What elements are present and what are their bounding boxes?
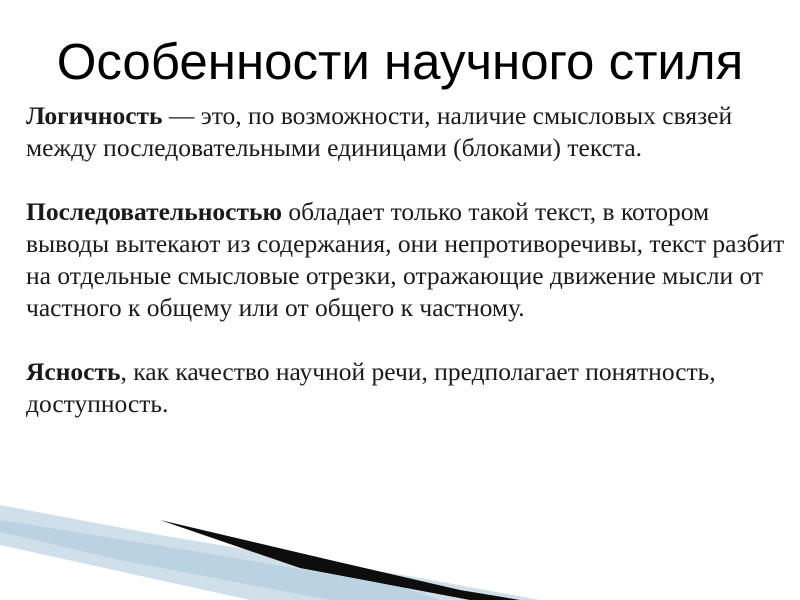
term-sequence: Последовательностью <box>26 197 282 226</box>
paragraph-spacer <box>26 324 798 356</box>
paragraph-spacer <box>26 164 798 196</box>
paragraph-clarity-text: , как качество научной речи, предполагает понятность, доступность. <box>26 357 716 418</box>
slide-body <box>26 100 798 420</box>
term-logic: Логичность <box>26 101 163 130</box>
term-clarity: Ясность <box>26 357 121 386</box>
paragraph-clarity <box>26 356 798 420</box>
paragraph-sequence-text: обладает только такой текст, в котором выводы вытекают из содержания, они непротиворечивы, текст разбит на отдельные смысловые отрезки, отражающие движение мысли от частного к общему или от общего к частному. <box>26 197 785 322</box>
slide-title: Особенности научного стиля <box>56 33 744 90</box>
paragraph-logic <box>26 100 798 164</box>
paragraph-sequence <box>26 196 798 324</box>
swoosh-light-band-2 <box>0 520 440 600</box>
paragraph-logic-text: — это, по возможности, наличие смысловых связей между последовательными единицами (блоками) текста. <box>26 101 733 162</box>
